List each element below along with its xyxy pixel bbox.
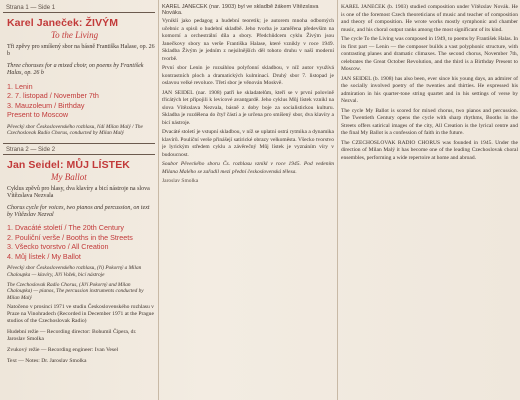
side-2-tracklist bbox=[7, 223, 155, 261]
czech-paragraph: Soubor Pěveckého sboru Čs. rozhlasu vznikl v roce 1945. Pod vedením Milana Malého se zařadil mezi přední československá tělesa. bbox=[162, 161, 334, 175]
english-paragraph: The CZECHOSLOVAK RADIO CHORUS was founded in 1945. Under the direction of Milan Malý it has become one of the leading Czechoslovak choral ensembles, performing a wide repertoire at home and abroad. bbox=[341, 139, 518, 161]
recording-director: Hudební režie — Recording director: Bohumil Čipera, dr. Jaroslav Smolka bbox=[7, 329, 137, 343]
side-1-subtitle: To the Living bbox=[51, 30, 99, 40]
side-1-label: Strana 1 — Side 1 bbox=[3, 4, 155, 13]
track-item: 1. Dvacáté století / The 20th Century bbox=[7, 223, 124, 233]
czech-notes-signature: Jaroslav Smolka bbox=[162, 178, 199, 184]
column-divider bbox=[158, 0, 159, 400]
side-1-title: Karel Janeček: ŽIVÝM bbox=[7, 17, 119, 29]
side-2-label: Strana 2 — Side 2 bbox=[3, 146, 155, 155]
recording-engineer: Zvukový režie — Recording engineer: Ivan Vesel bbox=[7, 347, 119, 354]
track-item: Present to Moscow bbox=[7, 110, 69, 120]
english-paragraph: The cycle To the Living was composed in 1949, to poems by František Halas. In its first part — Lenin — the composer builds a vast polyphonic structure, with contrasting planes and dramatic climaxes. The second chorus, November 7th, celebrates the Great October Revolution, and the third is a Birthday Present to Moscow. bbox=[341, 36, 518, 72]
side-1-credit: Pěvecký sbor Československého rozhlasu, řídí Milan Malý / The Czechoslovak Radio Chorus, conducted by Milan Malý bbox=[7, 123, 143, 137]
recording-info: Natočeno v prosinci 1971 ve studiu Československého rozhlasu v Praze na Vinohradech (Recorded in December 1971 at the Prague studios of the Czechoslovak Radio) bbox=[7, 304, 154, 325]
track-item: 3. Mauzoleum / Birthday bbox=[7, 100, 85, 110]
side-2-desc-en: Chorus cycle for voices, two pianos and percussion, on text by Vítězslav Nezval bbox=[7, 204, 150, 219]
english-paragraph: KAREL JANEČEK (b. 1903) studied composition under Vítězslav Novák. He is one of the foremost Czech theoreticians of music and teacher of composition and theory of composition. He wrote works mostly symphonic and chamber music, and his choral output ranks among the most significant of its kind. bbox=[341, 4, 518, 33]
tracklist-column bbox=[3, 4, 155, 400]
column-divider bbox=[337, 0, 338, 400]
track-item: 3. Všecko tvorstvo / All Creation bbox=[7, 242, 109, 252]
track-item: 4. Můj lístek / My Ballot bbox=[7, 251, 81, 261]
side-2-desc-cz: Cyklus zpěvů pro hlasy, dva klavíry a bicí nástroje na slova Vítězslava Nezvala bbox=[7, 185, 150, 200]
track-item: 1. Lenin bbox=[7, 81, 33, 91]
czech-paragraph: První sbor Lenin je rozsáhlou polyfonní skladbou, v níž autor využívá kontrastních ploch a dramatických kulminací. Druhý sbor 7. listopad je oslavou velké revoluce. Třetí sbor je věnován Moskvě. bbox=[162, 65, 334, 86]
side-2-title: Jan Seidel: MŮJ LÍSTEK bbox=[7, 158, 130, 171]
czech-paragraph: JAN SEIDEL (nar. 1908) patří ke skladatelům, kteří se v první polovině třicátých let připojili k levicové avantgardě. Jeho cyklus Můj lístek vznikl na slova Vítězslava Nezvala, básně z doby boje za socialistickou kulturu. Skladba je rozdělena do čtyř částí a je určena pro smíšený sbor, dva klavíry a bicí nástroje. bbox=[162, 89, 334, 126]
track-item: 2. 7. listopad / November 7th bbox=[7, 91, 99, 101]
side-1-desc-cz: Tři zpěvy pro smíšený sbor na básně Františka Halase, op. 26 b bbox=[7, 44, 155, 58]
side-2-credit-cz: Pěvecký sbor Československého rozhlasu, (ří) Pokorný a Milan Chaloupka — klavíry, Jiří Vožek, bicí nástroje bbox=[7, 265, 142, 279]
czech-notes-heading: KAREL JANEČEK (nar. 1903) byl ve skladbě žákem Vítězslava Nováka. bbox=[162, 4, 319, 16]
side-1-tracklist bbox=[7, 82, 155, 120]
czech-paragraph: Vyniklí jako pedagog a hudební teoretik; je autorem mnoha odborných učebnic a spisů o hudební skladbě. Jeho tvorba je zaměřena především na komorní a orchestrální díla a sbory. Předchůdcem cyklu Živým jsou Janečkovy sbory na verše Františka Halase, které vznikly v roce 1949. Skladba Živým je jedním z nejsilnějších děl tohoto druhu v naší moderní tvorbě. bbox=[162, 18, 334, 62]
czech-paragraph: Dvacáté století je vstupní skladbou, v níž se uplatní ostrá rytmika a dynamika klavírů. Pouliční verše přinášejí satirické obrazy velkoměsta. Všecko tvorstvo je lyrickým středem cyklu a závěrečný Můj lístek je vyznáním víry v budoucnost. bbox=[162, 129, 334, 158]
side-1-desc-en: Three choruses for a mixed choir, on poems by František Halas, op. 26 b bbox=[7, 62, 144, 77]
notes-author: Text — Notes: Dr. Jaroslav Smolka bbox=[7, 358, 87, 365]
english-notes-column bbox=[341, 4, 518, 400]
track-item: 2. Pouliční verše / Booths in the Streets bbox=[7, 232, 133, 242]
side-2-section bbox=[3, 143, 155, 366]
czech-notes-column bbox=[162, 4, 334, 400]
side-2-subtitle: My Ballot bbox=[51, 171, 87, 182]
english-paragraph: The cycle My Ballot is scored for mixed chorus, two pianos and percussion. The Twentieth Century opens the cycle with sharp rhythms, Booths in the Streets offers satirical images of the city, All Creation is the lyrical centre and the final My Ballot is a confession of faith in the future. bbox=[341, 107, 518, 136]
english-paragraph: JAN SEIDEL (b. 1908) has also been, ever since his young days, an admirer of the socially involved poetry of the twenties and thirties. He expressed his admiration in his quarter-tone string quartet and in his settings of verse by Nezval. bbox=[341, 75, 518, 104]
side-2-credit-en: The Czechoslovak Radio Chorus, (Jiří Pokorný and Milan Chaloupka) — pianos, The percussion instruments conducted by Milan Malý bbox=[7, 281, 144, 301]
